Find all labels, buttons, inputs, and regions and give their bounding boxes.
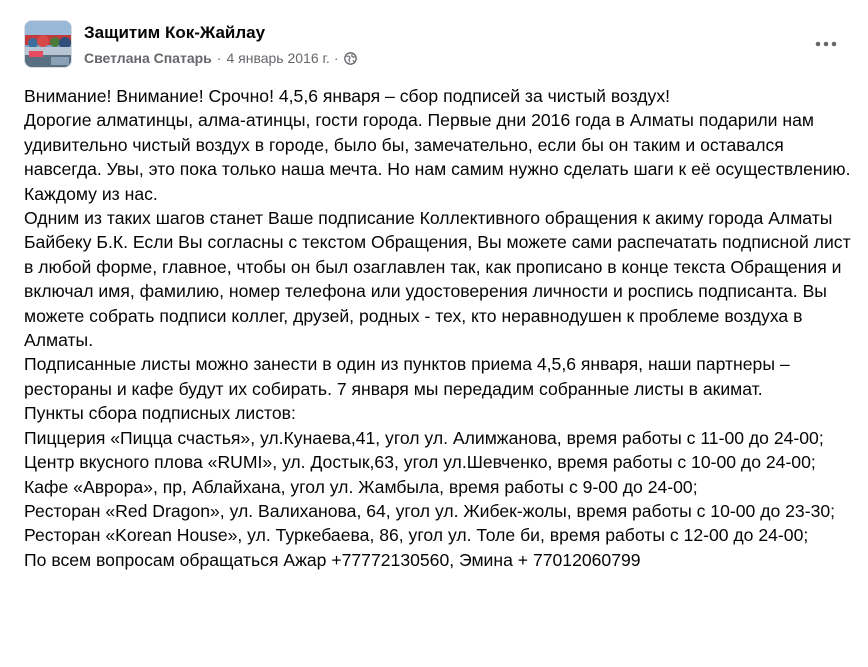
post-meta <box>84 50 357 66</box>
post-body <box>24 84 854 572</box>
contact-info: По всем вопросам обращаться Ажар +77772130560, Эмина + 77012060799 <box>24 549 641 570</box>
author-name-link[interactable]: Светлана Спатарь <box>84 50 212 66</box>
collection-point-item: Кафе «Аврора», пр, Аблайхана, угол ул. Жамбыла, время работы с 9-00 до 24-00; <box>24 476 698 497</box>
meta-separator-2: · <box>333 50 339 66</box>
post-paragraph: Одним из таких шагов станет Ваше подписание Коллективного обращения к акиму города Алматы Байбеку Б.К. Если Вы согласны с текстом Обращения, Вы можете сами распечатать подписной лист в любой форме, главное, чтобы он был озаглавлен так, как прописано в конце текста Обращения и включал имя, фамилию, номер телефона или удостоверения личности и роспись подписанта. Вы можете собрать подписи коллег, друзей, родных - тех, кто неравнодушен к проблеме воздуха в Алматы. <box>24 208 851 351</box>
post-paragraph: Подписанные листы можно занести в один из пунктов приема 4,5,6 января, наши партнеры – рестораны и кафе будут их собирать. 7 января мы передадим собранные листы в акимат. <box>24 354 790 399</box>
globe-icon <box>344 52 357 65</box>
post-paragraph: Дорогие алматинцы, алма-атинцы, гости города. Первые дни 2016 года в Алматы подарили нам удивительно чистый воздух в городе, было бы, замечательно, если бы он таким и оставался навсегда. Увы, это пока только наша мечта. Но нам самим нужно сделать шаги к её осуществлению. Каждому из нас. <box>24 110 851 204</box>
collection-point-item: Центр вкусного плова «RUMI», ул. Достык,63, угол ул.Шевченко, время работы с 10-00 до 24-00; <box>24 452 816 473</box>
post-paragraph: Внимание! Внимание! Срочно! 4,5,6 января – сбор подписей за чистый воздух! <box>24 86 671 106</box>
collection-point-item: Ресторан «Korean House», ул. Туркебаева, 86, угол ул. Толе би, время работы с 12-00 до 24-00; <box>24 525 809 546</box>
more-horizontal-icon <box>815 41 837 47</box>
post-paragraph: Пункты сбора подписных листов: <box>24 403 296 424</box>
group-name-link[interactable]: Защитим Кок-Жайлау <box>84 23 266 42</box>
collection-point-item: Ресторан «Red Dragon», ул. Валиханова, 64, угол ул. Жибек-жолы, время работы с 10-00 до 23-30; <box>24 500 836 521</box>
post-date-link[interactable]: 4 январь 2016 г. <box>226 50 330 66</box>
meta-separator: · <box>216 50 222 66</box>
post-header <box>24 20 848 76</box>
more-options-button[interactable] <box>812 34 840 54</box>
collection-point-item: Пиццерия «Пицца счастья», ул.Кунаева,41, угол ул. Алимжанова, время работы с 11-00 до 24-00; <box>24 427 824 448</box>
group-avatar[interactable] <box>24 20 72 68</box>
